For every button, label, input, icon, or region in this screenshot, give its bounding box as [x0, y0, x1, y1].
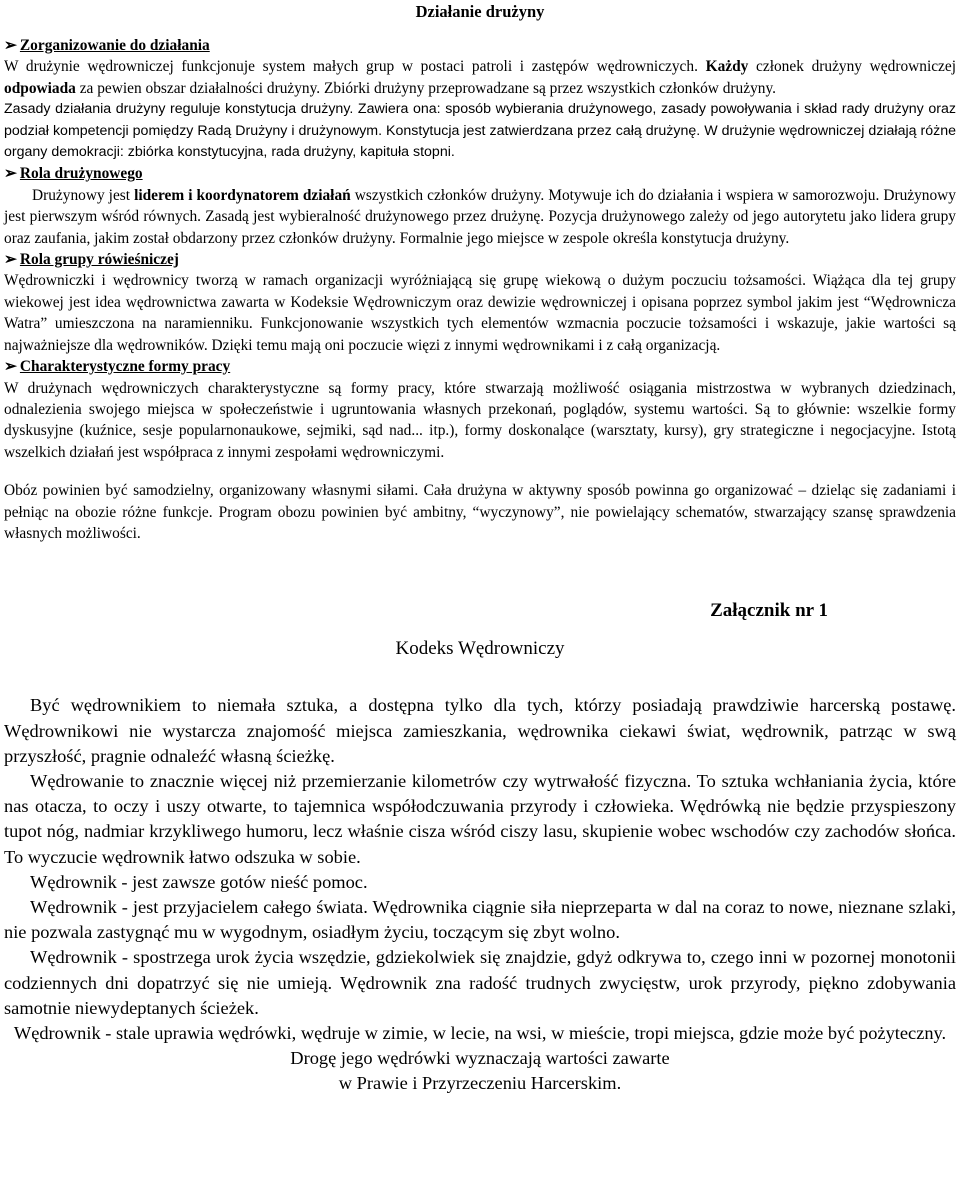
arrow-bullet-icon: ➢ [4, 165, 17, 183]
codex-paragraph: Wędrownik - stale uprawia wędrówki, wędruje w zimie, w lecie, na wsi, w mieście, tropi miejsca, gdzie może być pożyteczny. Drogę jego wędrówki wyznaczają wartości zawarte [13, 1022, 947, 1069]
codex-paragraph: Wędrownik - jest przyjacielem całego świata. Wędrownika ciągnie siła nieprzeparta w dal na coraz to nowe, nieznane szlaki, nie pozwala zastygnąć mu w wygodnym, osiadłym życiu, toczącym się zbyt wolno. [4, 896, 956, 943]
codex-paragraph: Wędrownik - spostrzega urok życia wszędzie, gdziekolwiek się znajdzie, gdyż odkrywa to, czego inni w pozornej monotonii codziennych dni dopatrzyć się nie umieją. Wędrownik zna radość trudnych zwycięstw, urok przyrody, piękno zdobywania samotnie niewydeptanych ścieżek. [4, 947, 956, 1018]
codex-title: Kodeks Wędrowniczy [395, 638, 565, 660]
codex-paragraph: Być wędrownikiem to niemała sztuka, a dostępna tylko dla tych, którzy posiadają prawdziwie harcerską postawę. Wędrownikowi nie wystarcza znajomość miejsca zamieszkania, wędrownika ciekawi świat, wędrownik, patrząc w swą przyszłość, pragnie odnaleźć własną ścieżkę. [4, 695, 956, 766]
document-page [4, 0, 956, 1097]
paragraph: W drużynach wędrowniczych charakterystyczne są formy pracy, które stwarzają możliwość osiągania mistrzostwa w wybranych dziedzinach, odnalezienia swojego miejsca w społeczeństwie i ugruntowania własnych przekonań, poglądów, systemu wartości. Są to głównie: wszelkie formy dyskusyjne (kuźnice, sesje popularnonaukowe, sejmiki, sąd nad... itp.), formy doskonalące (warsztaty, kursy), gry strategiczne i negocjacyjne. Istotą wszelkich działań jest współpraca z innymi zespołami wędrowniczymi. [4, 379, 956, 461]
section-heading: ➢ Rola grupy rówieśniczej [4, 249, 956, 270]
codex-paragraph: Wędrowanie to znacznie więcej niż przemierzanie kilometrów czy wytrwałość fizyczna. To sztuka wchłaniania życia, które nas otacza, to oczy i uszy otwarte, to tajemnica współodczuwania przyrody i człowieka. Wędrówką nie będzie przyspieszony tupot nóg, nadmiar krzykliwego humoru, lecz właśnie cisza wśród ciszy lasu, skupienie wobec wschodów czy zachodów słońca. To wyczucie wędrownik łatwo odszuka w sobie. [4, 770, 956, 867]
arrow-bullet-icon: ➢ [4, 251, 17, 269]
codex-paragraph: Wędrownik - jest zawsze gotów nieść pomoc. [30, 871, 368, 892]
section-camp [4, 480, 956, 544]
codex-text [4, 693, 956, 1096]
section-heading: ➢ Charakterystyczne formy pracy [4, 356, 956, 377]
section-leader-role [4, 163, 956, 249]
paragraph: Drużynowy jest liderem i koordynatorem działań wszystkich członków drużyny. Motywuje ich do działania i wspiera w samorozwoju. Drużynowy jest pierwszym wśród równych. Zasadą jest wybieralność drużynowego przez drużynę. Pozycja drużynowego zależy od jego autorytetu jako lidera grupy oraz zaufania, jakim został obdarzony przez członków drużyny. Formalnie jego miejsce w zespole określa konstytucja drużyny. [4, 186, 956, 247]
paragraph: Obóz powinien być samodzielny, organizowany własnymi siłami. Cała drużyna w aktywny sposób powinna go organizować – dzieląc się zadaniami i pełniąc na obozie różne funkcje. Program obozu powinien być ambitny, “wyczynowy”, nie powielający schematów, stwarzający szansę sprawdzenia własnych możliwości. [4, 482, 956, 542]
annex-label: Załącznik nr 1 [710, 600, 828, 622]
paragraph: W drużynie wędrowniczej funkcjonuje system małych grup w postaci patroli i zastępów wędrowniczych. Każdy członek drużyny wędrowniczej odpowiada za pewien obszar działalności drużyny. Zbiórki drużyny przeprowadzane są przez wszystkich członków drużyny. [4, 58, 956, 97]
arrow-bullet-icon: ➢ [4, 358, 17, 376]
section-peer-group [4, 249, 956, 356]
spacer [4, 463, 956, 480]
paragraph: Zasady działania drużyny reguluje konstytucja drużyny. Zawiera ona: sposób wybierania drużynowego, zasady powoływania i skład rady drużyny oraz podział kompetencji pomiędzy Radą Drużyny i drużynowym. Konstytucja jest zatwierdzana przez całą drużynę. W drużynie wędrowniczej działają różne organy demokracji: zbiórka konstytucyjna, rada drużyny, kapituła stopni. [4, 101, 956, 161]
section-heading: ➢ Rola drużynowego [4, 163, 956, 184]
section-work-forms [4, 356, 956, 463]
section-heading: ➢ Zorganizowanie do działania [4, 35, 956, 56]
section-organization [4, 35, 956, 163]
arrow-bullet-icon: ➢ [4, 37, 17, 54]
paragraph: Wędrowniczki i wędrownicy tworzą w ramach organizacji wyróżniającą się grupę wiekową o dużym poczuciu tożsamości. Wiążąca dla tej grupy wiekowej jest idea wędrownictwa zawarta w Kodeksie Wędrowniczym oraz dewizie wędrowniczej i opisana poprzez symbol jakim jest “Wędrownicza Watra” umieszczona na naramienniku. Funkcjonowanie wszystkich tych elementów wzmacnia poczucie tożsamości i wskazuje, jakie wartości są najważniejsze dla wędrowników. Dzięki temu mają oni poczucie więzi z innymi wędrownikami i z całą organizacją. [4, 272, 956, 354]
document-title: Działanie drużyny [415, 2, 545, 21]
codex-paragraph: w Prawie i Przyrzeczeniu Harcerskim. [338, 1073, 622, 1094]
